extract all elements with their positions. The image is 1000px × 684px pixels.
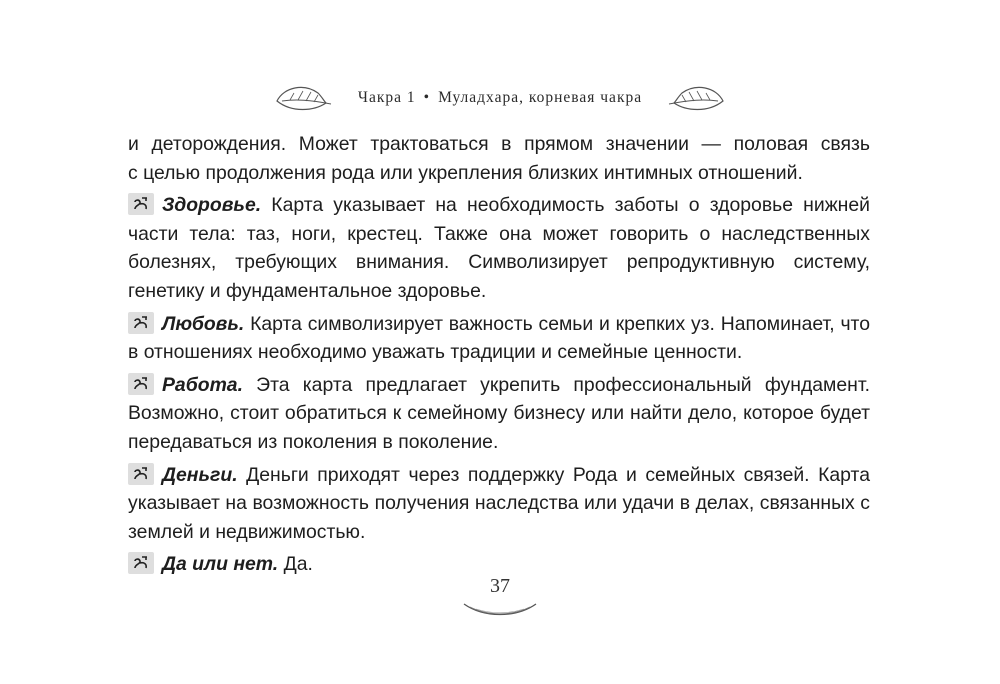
section-keyword: Любовь. [162, 312, 245, 335]
section-money [128, 461, 870, 547]
running-header [0, 78, 1000, 118]
om-symbol-icon [128, 312, 154, 334]
chapter-label: Чакра 1 [357, 89, 416, 106]
section-text: Эта карта предлагает укрепить профессиональный фундамент. Возможно, стоит обратиться к семейному бизнесу или найти дело, которое будет передаваться из поколения в поколение. [128, 373, 870, 453]
leaf-icon [274, 81, 332, 115]
om-symbol-icon [128, 463, 154, 485]
section-text: Карта символизирует важность семьи и крепких уз. Напоминает, что в отношениях необходимо уважать традиции и семейные ценности. [128, 312, 870, 364]
swash-ornament-icon [460, 598, 540, 620]
section-text: Деньги приходят через поддержку Рода и семейных связей. Карта указывает на возможность получения наследства или удачи в делах, связанных с землей и недвижимостью. [128, 463, 870, 543]
om-symbol-icon [128, 552, 154, 574]
section-keyword: Работа. [162, 373, 243, 396]
intro-line: с целью продолжения рода или укрепления близких интимных отношений. [128, 161, 803, 184]
body-text [128, 130, 870, 583]
page-number: 37 [490, 575, 510, 597]
section-work [128, 371, 870, 457]
section-health [128, 191, 870, 305]
section-keyword: Да или нет. [162, 553, 279, 576]
om-symbol-icon [128, 373, 154, 395]
section-love [128, 310, 870, 367]
intro-line: и деторождения. Может трактоваться в прямом значении — половая связь [128, 133, 870, 155]
section-keyword: Деньги. [162, 463, 238, 486]
intro-paragraph [128, 130, 870, 187]
section-text: Да. [278, 553, 313, 576]
header-separator: • [423, 89, 431, 106]
leaf-icon [668, 81, 726, 115]
running-header-text [358, 89, 642, 107]
chapter-subtitle: Муладхара, корневая чакра [438, 89, 643, 106]
om-symbol-icon [128, 193, 154, 215]
section-text: Карта указывает на необходимость заботы о здоровье нижней части тела: таз, ноги, крестец. Также она может говорить о наследственных болезнях, требующих внимания. Символизирует репродуктивную систему, генетику и фундаментальное здоровье. [128, 194, 870, 302]
section-keyword: Здоровье. [162, 194, 262, 217]
